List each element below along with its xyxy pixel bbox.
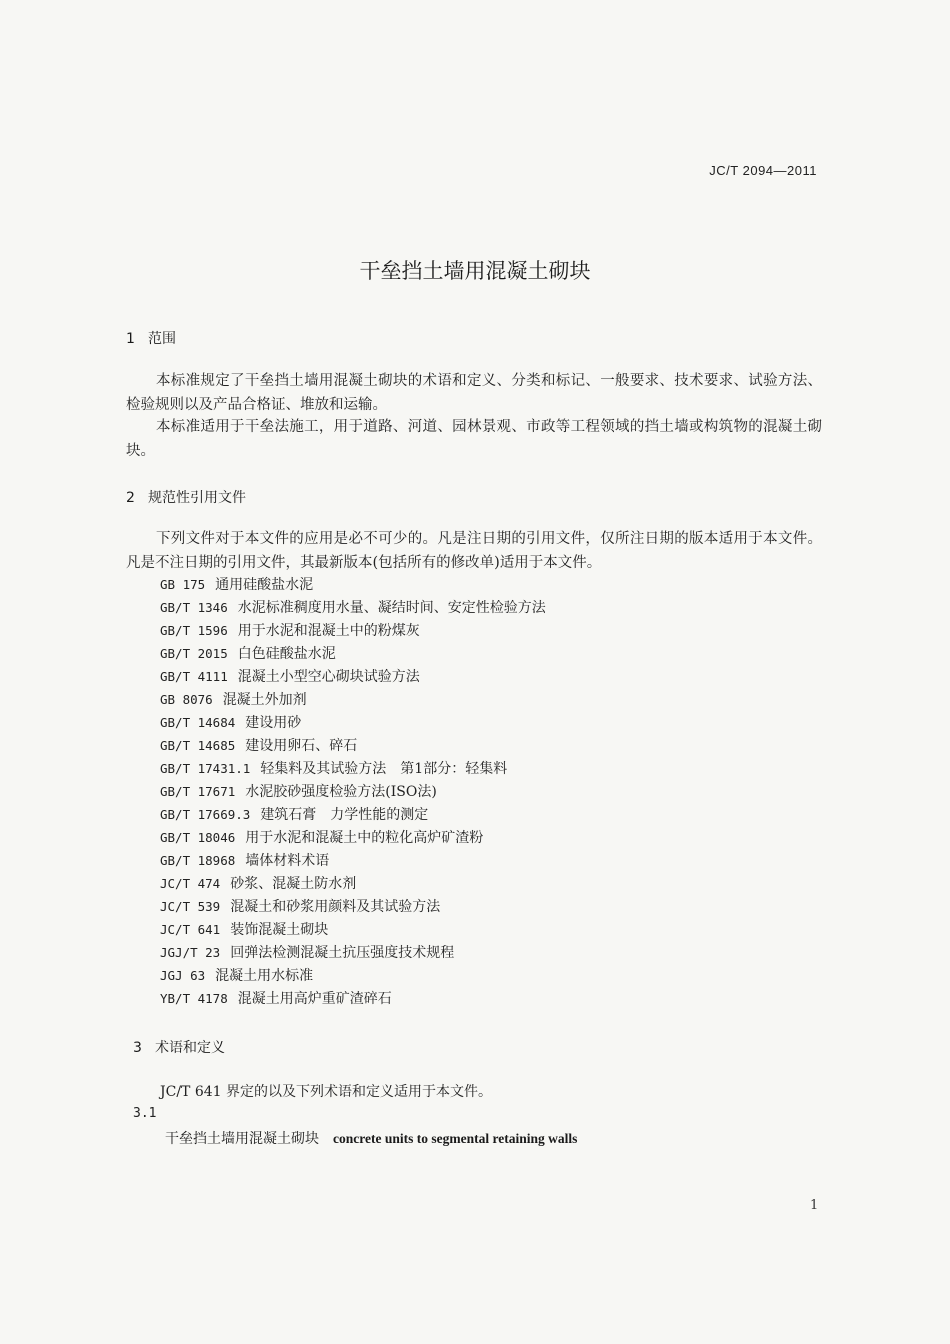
section-3-heading [133, 1037, 225, 1057]
page-number: 1 [810, 1198, 819, 1213]
reference-code: JGJ/T 23 [160, 945, 221, 960]
reference-item [160, 688, 546, 711]
section-2-number: 2 [126, 490, 135, 506]
reference-item [160, 619, 546, 642]
scope-paragraph-2: 本标准适用于干垒法施工，用于道路、河道、园林景观、市政等工程领域的挡土墙或构筑物的混凝土砌块。 [126, 419, 822, 459]
reference-item [160, 665, 546, 688]
section-2-title: 规范性引用文件 [148, 490, 246, 506]
standard-number: JC/T 2094—2011 [709, 163, 817, 178]
reference-code: JC/T 474 [160, 876, 221, 891]
term-chinese: 干垒挡土墙用混凝土砌块 [165, 1131, 319, 1147]
reference-item [160, 573, 546, 596]
reference-code: GB/T 17431.1 [160, 761, 251, 776]
reference-title: 砂浆、混凝土防水剂 [230, 876, 357, 892]
reference-title: 回弹法检测混凝土抗压强度技术规程 [230, 945, 455, 961]
section-1-title: 范围 [148, 331, 176, 347]
term-number: 3.1 [133, 1106, 157, 1121]
reference-code: GB 8076 [160, 692, 213, 707]
term-english: concrete units to segmental retaining walls [333, 1131, 578, 1146]
reference-item [160, 734, 546, 757]
reference-code: JGJ 63 [160, 968, 206, 983]
section-1-heading [126, 328, 176, 348]
reference-item [160, 803, 546, 826]
reference-item [160, 642, 546, 665]
reference-item [160, 596, 546, 619]
reference-item [160, 780, 546, 803]
reference-title: 混凝土用水标准 [215, 968, 314, 984]
reference-title: 混凝土小型空心砌块试验方法 [237, 669, 420, 685]
term-definition-line [165, 1128, 577, 1148]
reference-item [160, 757, 546, 780]
reference-code: JC/T 641 [160, 922, 221, 937]
reference-code: GB/T 1346 [160, 600, 228, 615]
reference-title: 用于水泥和混凝土中的粒化高炉矿渣粉 [245, 830, 484, 846]
section-2-heading [126, 487, 246, 507]
reference-title: 建设用卵石、碎石 [245, 738, 358, 754]
reference-item [160, 895, 546, 918]
reference-title: 建筑石膏 力学性能的测定 [260, 807, 429, 823]
section-3-title: 术语和定义 [155, 1040, 225, 1056]
reference-code: GB/T 1596 [160, 623, 228, 638]
normative-refs-intro: 下列文件对于本文件的应用是必不可少的。凡是注日期的引用文件，仅所注日期的版本适用于本文件。凡是不注日期的引用文件，其最新版本(包括所有的修改单)适用于本文件。 [126, 531, 822, 571]
reference-item [160, 711, 546, 734]
reference-code: GB 175 [160, 577, 206, 592]
reference-title: 建设用砂 [245, 715, 302, 731]
reference-title: 通用硅酸盐水泥 [215, 577, 314, 593]
scope-paragraph-1: 本标准规定了干垒挡土墙用混凝土砌块的术语和定义、分类和标记、一般要求、技术要求、试验方法、检验规则以及产品合格证、堆放和运输。 [126, 373, 822, 413]
reference-title: 混凝土和砂浆用颜料及其试验方法 [230, 899, 441, 915]
reference-code: GB/T 18046 [160, 830, 236, 845]
reference-item [160, 964, 546, 987]
reference-code: GB/T 2015 [160, 646, 228, 661]
reference-item [160, 987, 546, 1010]
reference-list [160, 573, 546, 1010]
reference-item [160, 941, 546, 964]
reference-code: JC/T 539 [160, 899, 221, 914]
reference-code: GB/T 14685 [160, 738, 236, 753]
reference-title: 混凝土用高炉重矿渣碎石 [237, 991, 392, 1007]
reference-title: 混凝土外加剂 [222, 692, 307, 708]
reference-title: 白色硅酸盐水泥 [237, 646, 336, 662]
reference-title: 墙体材料术语 [245, 853, 330, 869]
document-title: 干垒挡土墙用混凝土砌块 [359, 259, 591, 283]
reference-title: 用于水泥和混凝土中的粉煤灰 [237, 623, 420, 639]
section-3-number: 3 [133, 1040, 142, 1056]
reference-item [160, 849, 546, 872]
reference-code: GB/T 17671 [160, 784, 236, 799]
reference-title: 装饰混凝土砌块 [230, 922, 329, 938]
reference-code: YB/T 4178 [160, 991, 228, 1006]
reference-code: GB/T 17669.3 [160, 807, 251, 822]
reference-title: 轻集料及其试验方法 第1部分：轻集料 [260, 761, 508, 777]
reference-code: GB/T 14684 [160, 715, 236, 730]
reference-item [160, 918, 546, 941]
reference-code: GB/T 4111 [160, 669, 228, 684]
terms-intro: JC/T 641 界定的以及下列术语和定义适用于本文件。 [160, 1084, 492, 1100]
reference-item [160, 826, 546, 849]
reference-code: GB/T 18968 [160, 853, 236, 868]
reference-title: 水泥标准稠度用水量、凝结时间、安定性检验方法 [237, 600, 546, 616]
reference-item [160, 872, 546, 895]
reference-title: 水泥胶砂强度检验方法(ISO法) [245, 784, 437, 800]
section-1-number: 1 [126, 331, 135, 347]
